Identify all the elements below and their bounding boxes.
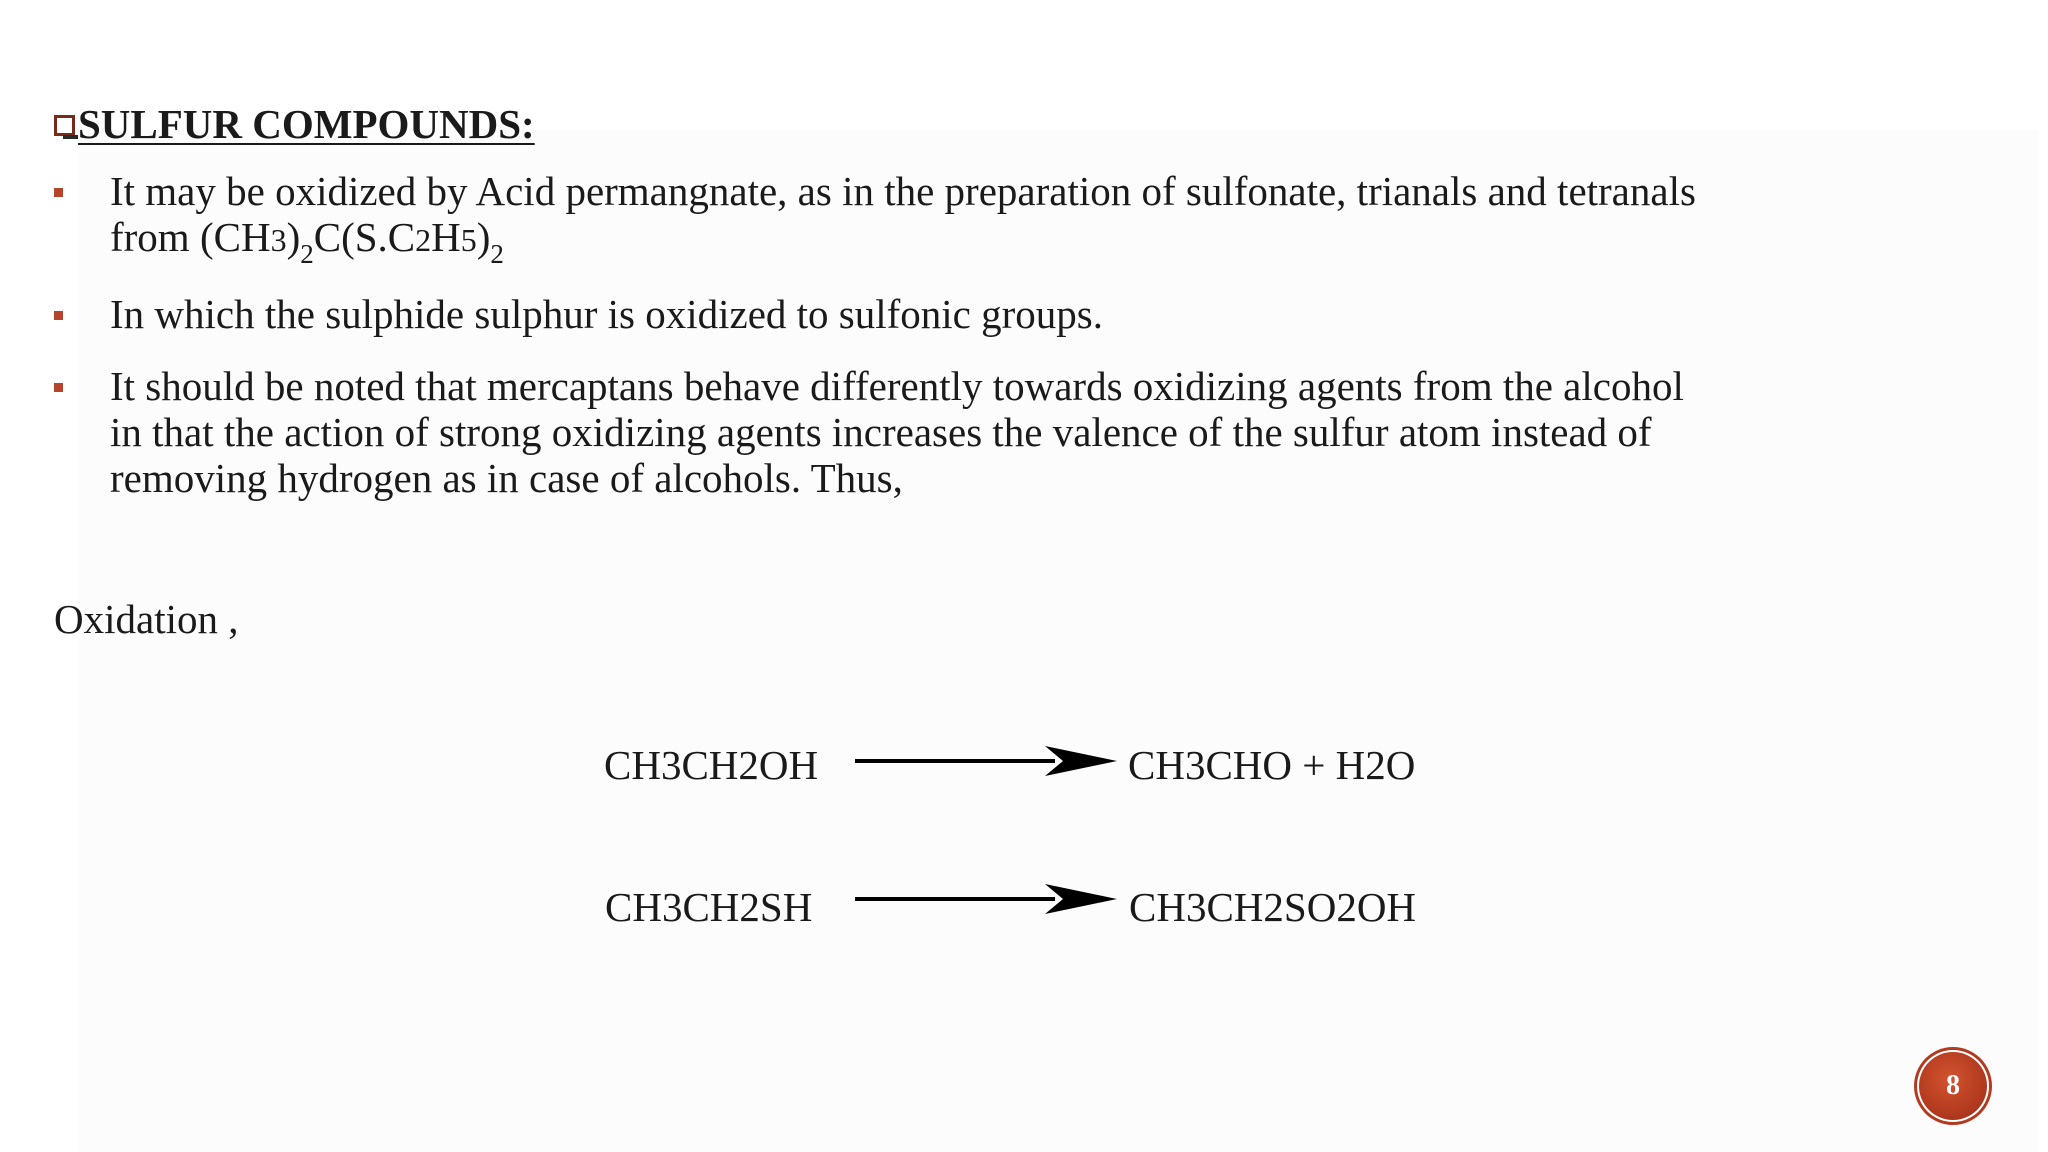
bullet-1-line-1: It may be oxidized by Acid permangnate, as in the preparation of sulfonate, trianals and tetranals (110, 168, 1696, 214)
bullet-square-icon (54, 383, 63, 392)
bullet-square-icon (54, 188, 63, 197)
formula-part: ) (286, 214, 301, 260)
bullet-1-line-2 (110, 214, 2014, 269)
bullet-3-line-3: removing hydrogen as in case of alcohols. Thus, (110, 455, 903, 501)
reaction-1-reactant: CH3CH2OH (604, 742, 819, 788)
formula-subscript: 2 (490, 239, 504, 269)
bullet-square-icon (54, 311, 63, 320)
checkbox-square-icon (54, 115, 75, 136)
formula-part: C(S.C (313, 214, 416, 260)
heading-text: SULFUR COMPOUNDS: (78, 101, 535, 147)
reaction-2-reactant: CH3CH2SH (605, 884, 813, 930)
reaction-2-product: CH3CH2SO2OH (1129, 884, 1417, 930)
bullet-3-line-2: in that the action of strong oxidizing agents increases the valence of the sulfur atom instead of (110, 409, 1652, 455)
bullet-item-2 (54, 291, 2014, 337)
formula-digit: 2 (415, 222, 432, 258)
bullet-item-3 (54, 363, 2014, 501)
page-number-badge: 8 (1917, 1050, 1989, 1122)
formula-part: H (431, 214, 461, 260)
reaction-1-product: CH3CHO + H2O (1128, 742, 1416, 788)
reaction-2-arrow-icon (855, 882, 1120, 916)
formula-part: ) (476, 214, 491, 260)
bullet-3-line-1: It should be noted that mercaptans behave differently towards oxidizing agents from the alcohol (110, 363, 1684, 409)
oxidation-label: Oxidation , (54, 596, 239, 642)
bullet-list (54, 168, 2014, 527)
bullet-2-line-1: In which the sulphide sulphur is oxidized to sulfonic groups. (110, 291, 1103, 337)
section-heading (54, 100, 535, 148)
formula-digit: 3 (270, 222, 287, 258)
formula-part: from (CH (110, 214, 271, 260)
formula-digit: 5 (460, 222, 477, 258)
formula-subscript: 2 (300, 239, 314, 269)
bullet-item-1 (54, 168, 2014, 269)
reaction-1-arrow-icon (855, 744, 1120, 778)
